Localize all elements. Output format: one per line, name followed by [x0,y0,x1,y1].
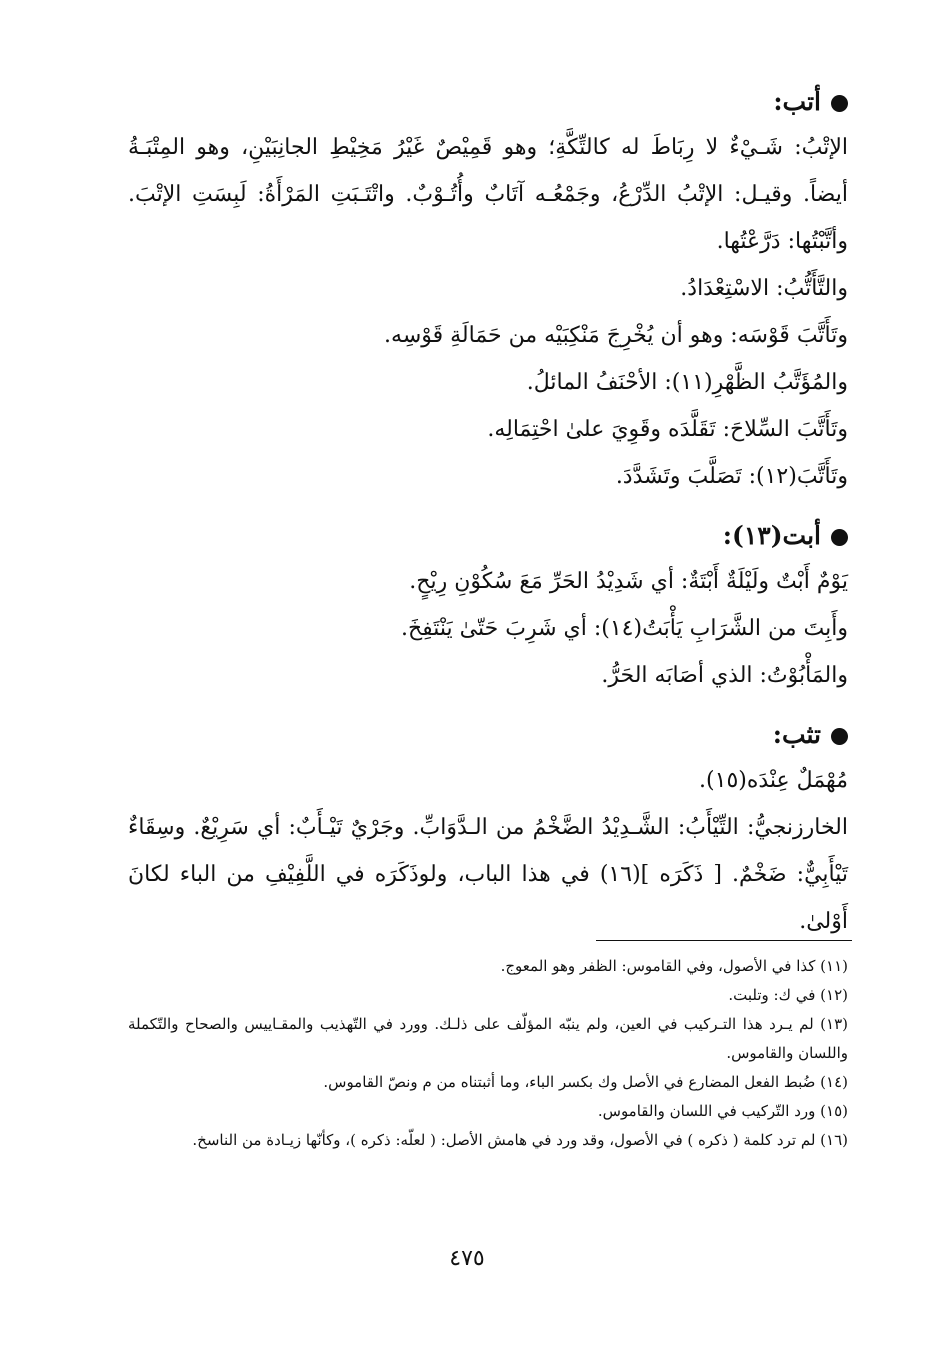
footnote: (١١) كذا في الأصول، وفي القاموس: الظفر وهو المعوج. [500,957,848,975]
entry-atb [128,80,848,500]
entry-line: وتَأَتَّبَ السِّلاحَ: تَقَلَّدَه وقَوِيَ علىٰ احْتِمَالِه. [487,417,848,442]
footnote: (١٦) لم ترد كلمة ( ذكره ) في الأصول، وقد ورد في هامش الأصل: ( لعلّه: ذكره )، وكأنّها زيـادة من الناسخ. [192,1131,848,1149]
entry-paragraph: الإتْبُ: شَـيْءٌ لا رِبَاطَ له كالتِّكَّةِ؛ وهو قَمِيْصٌ غَيْرُ مَخِيْطِ الجانِبَيْنِ، وهو المِتْبَـةُ أيضاً. وقيـل: الإتْبُ الدِّرْعُ، وجَمْعُـه آتَابٌ وأُتُـوْبٌ. واتْتَـبَتِ المَرْأَةُ: لَبِسَتِ الإتْبَ. وأتَّبْتُها: دَرَّعْتُها. [128,135,848,254]
bullet-icon [831,529,848,546]
entry-heading [128,713,848,757]
entry-line: مُهْمَلٌ عِنْدَه(١٥). [699,768,848,793]
entry-abt [128,514,848,699]
entry-line: وتَأَتَّبَ قَوْسَه: وهو أن يُخْرِجَ مَنْكِبَيْه من حَمَالَةِ قَوْسِه. [384,323,848,348]
entry-line: وأَبِتَ من الشَّرَابِ يَأْبَتُ(١٤): أي شَرِبَ حَتّىٰ يَنْتَفِخَ. [400,616,848,641]
bullet-icon [831,728,848,745]
entry-heading [128,514,848,558]
footnotes [128,952,848,1155]
entry-line: والتَّأَتُّبُ: الاسْتِعْدَادُ. [680,276,848,301]
entry-heading-text: أبت(١٣): [722,521,821,550]
entry-line: وتَأَتَّبَ(١٢): تَصَلَّبَ وتَشَدَّدَ. [615,464,848,489]
entry-line: يَوْمٌ أَبْتٌ ولَيْلَةٌ أَبْتَةٌ: أي شَدِيْدُ الحَرِّ مَعَ سُكُوْنِ رِيْحٍ. [409,569,848,594]
entry-paragraph: الخارزنجيُّ: التِّيْأَبُ: الشَّـدِيْدُ الضَّخْمُ من الـدَّوَابِّ. وجَرْيٌ تَيْـأَبٌ: أي سَرِيْعٌ. وسِقَاءٌ تَيْأَبِيٌّ: ضَخْمٌ. [ ذَكَرَه ](١٦) في هذا الباب، ولوذَكَرَه في اللَّفِيْفِ من الباء لكانَ أَوْلىٰ. [128,815,848,934]
main-text [128,80,848,959]
entry-tthb [128,713,848,945]
footnote: (١٣) لم يـرد هذا التـركيب في العين، ولم ينبّه المؤلّف على ذلـك. وورد في التّهذيب والمقـاييس والصحاح والتّكملة واللسان والقاموس. [128,1015,848,1062]
entry-line: والمَأْبُوْتُ: الذي أصَابَه الحَرُّ. [601,663,848,688]
entry-line: والمُؤَتَّبُ الظَّهْرِ(١١): الأحْنَفُ المائلُ. [526,370,848,395]
footnote-separator [596,940,852,941]
entry-heading-text: تثب: [772,720,821,749]
bullet-icon [831,95,848,112]
entry-heading-text: أتب: [773,87,821,116]
footnote: (١٤) ضُبط الفعل المضارع في الأصل وك بكسر الباء، وما أثبتناه من م ونصّ القاموس. [323,1073,848,1091]
footnote: (١٢) في ك: وتلبت. [728,986,848,1004]
footnote: (١٥) ورد التّركيب في اللسان والقاموس. [597,1102,848,1120]
entry-heading [128,80,848,124]
page-number: ٤٧٥ [449,1246,485,1271]
